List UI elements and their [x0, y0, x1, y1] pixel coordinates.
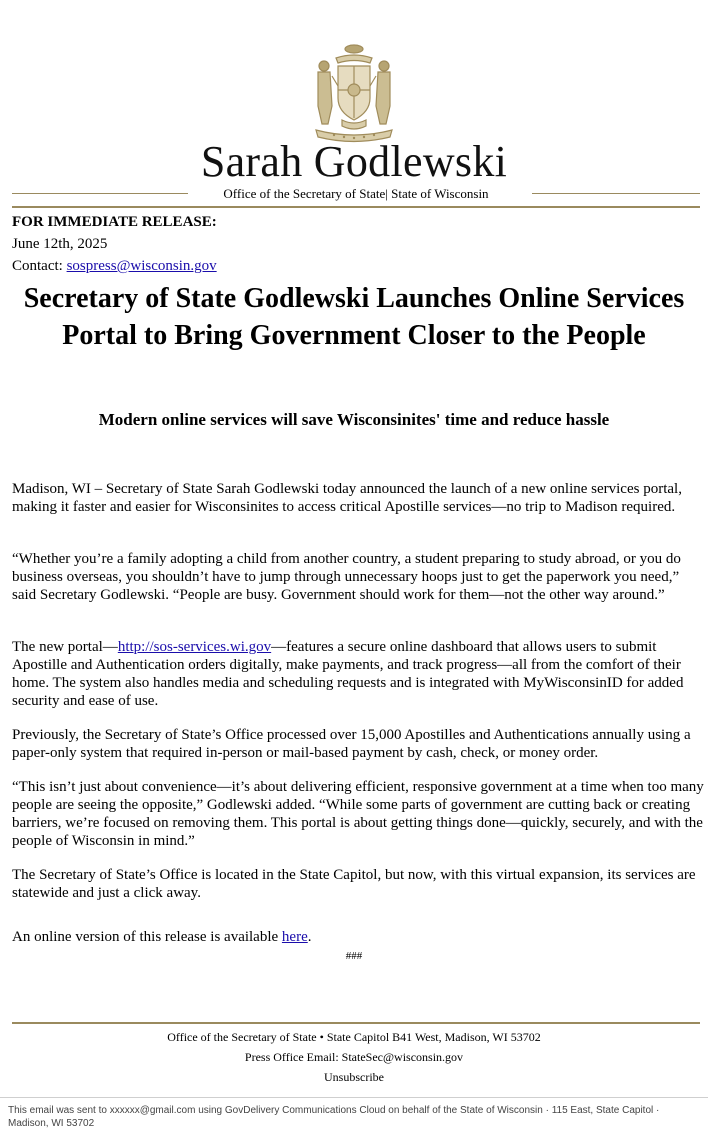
header-divider	[12, 206, 700, 208]
contact-line	[12, 255, 217, 277]
portal-text-before: The new portal—	[12, 639, 118, 655]
contact-label: Contact:	[12, 258, 67, 274]
release-date: June 12th, 2025	[12, 236, 108, 252]
online-version-period: .	[307, 929, 312, 945]
footer-divider	[12, 1022, 700, 1024]
paragraph-location: The Secretary of State’s Office is located in the State Capitol, but now, with this virtual expansion, its services are statewide and just a click away.	[12, 867, 696, 901]
portal-text-after: —features a secure online dashboard that allows users to submit Apostille and Authentication orders digitally, make payments, and track progress—all from the comfort of their home. The system also handles media and scheduling requests and is integrated with MyWisconsinID for added security and ease of use.	[12, 639, 684, 709]
end-mark: ###	[345, 950, 363, 962]
unsubscribe-link[interactable]: Unsubscribe	[324, 1070, 384, 1084]
paragraph-intro: Madison, WI – Secretary of State Sarah Godlewski today announced the launch of a new online services portal, making it faster and easier for Wisconsinites to access critical Apostille services—no trip to Madison required.	[12, 481, 682, 515]
footer-address: Office of the Secretary of State • State Capitol B41 West, Madison, WI 53702	[167, 1030, 541, 1044]
office-title: Office of the Secretary of State| State of Wisconsin	[223, 186, 489, 201]
online-version-link[interactable]: here	[281, 929, 308, 945]
contact-email-link[interactable]: sospress@wisconsin.gov	[66, 258, 217, 274]
portal-link[interactable]: http://sos-services.wi.gov	[117, 639, 272, 655]
delivery-disclaimer: This email was sent to xxxxxx@gmail.com using GovDelivery Communications Cloud on behalf of the State of Wisconsin · 115 East, State Capitol · Madison, WI 53702	[8, 1105, 660, 1129]
office-line	[12, 186, 700, 202]
disclaimer-divider	[0, 1097, 708, 1098]
paragraph-previously: Previously, the Secretary of State’s Office processed over 15,000 Apostilles and Authentications annually using a paper-only system that required in-person or mail-based payment by cash, check, or money order.	[12, 727, 691, 761]
footer-press-email: Press Office Email: StateSec@wisconsin.gov	[244, 1050, 464, 1064]
office-line-right-rule	[532, 193, 700, 194]
subheadline: Modern online services will save Wisconsinites' time and reduce hassle	[98, 410, 610, 429]
paragraph-quote-1: “Whether you’re a family adopting a child from another country, a student preparing to study abroad, or you do business overseas, you shouldn’t have to jump through unnecessary hoops just to get the paperwork you need,” said Secretary Godlewski. “People are busy. Government should work for them—not the other way around.”	[12, 551, 681, 603]
sender-name: Sarah Godlewski	[200, 137, 508, 186]
online-version-text: An online version of this release is available	[12, 929, 282, 945]
paragraph-quote-2: “This isn’t just about convenience—it’s about delivering efficient, responsive government at a time when too many people are seeing the opposite,” Godlewski added. “While some parts of government are cutting back or creating barriers, we’re focused on removing them. This portal is about getting things done—quickly, securely, and with the people of Wisconsin in mind.”	[12, 779, 704, 849]
paragraph-portal	[12, 638, 704, 710]
headline: Secretary of State Godlewski Launches Online Services Portal to Bring Government Closer to the People	[23, 283, 685, 351]
wisconsin-state-seal-icon	[298, 40, 410, 148]
online-version-line	[12, 928, 704, 946]
release-meta	[12, 211, 217, 277]
release-label: FOR IMMEDIATE RELEASE:	[12, 214, 217, 230]
